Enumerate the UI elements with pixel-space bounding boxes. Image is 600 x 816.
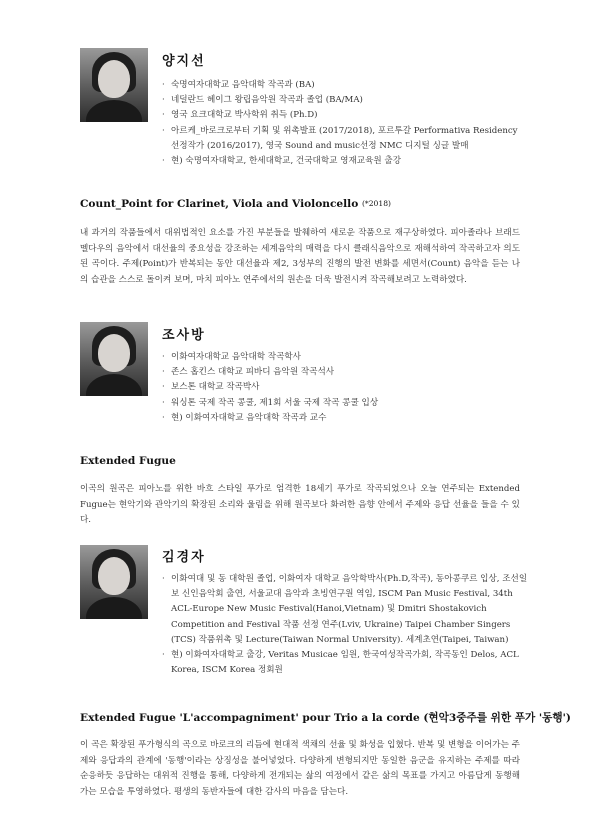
work-year-note: (*2018)	[361, 199, 392, 208]
work-title-text: Count_Point for Clarinet, Viola and Violoncello	[80, 198, 359, 210]
work-description: 내 과거의 작품들에서 대위법적인 요소를 가진 부분들을 발췌하여 새로운 작품으로 재구상하였다. 피아졸라나 브래드 멜다우의 음악에서 대선율의 중요성을 강조하는 세계음악의 매력을 다시 클래식음악으로 재해석하여 작곡하고자 의도된 곡이다. 주제(Point)가 반복되는 동안 대선율과 제2, 3성부의 진행의 발전 변화를 세면서(Count) 음악을 듣는 나의 습관을 스스로 돌이켜 보며, 마치 피아노 연주에서의 원손을 더욱 발전시켜 작곡해보려고 노력하였다.	[80, 228, 520, 285]
biography-list	[162, 350, 522, 426]
bio-item: · 현) 숙명여자대학교, 한세대학교, 건국대학교 영재교육원 출강	[162, 154, 522, 169]
work-title	[80, 198, 391, 210]
bio-item: · 네덜란드 헤이그 왕립음악원 작곡과 졸업 (BA/MA)	[162, 93, 522, 108]
portrait-photo	[80, 545, 148, 619]
work-title-text: Extended Fugue	[80, 455, 176, 467]
composer-name: 양지선	[162, 54, 206, 69]
work-description: 이 곡은 확장된 푸가형식의 곡으로 바로크의 리듬에 현대적 색채의 선율 및 화성을 입혔다. 반복 및 변형을 이어가는 주제와 응답과의 관계에 '동행'이라는 상징성을 불어넣었다. 다양하게 변형되지만 동일한 음군을 유지하는 주제를 따라 순응하듯 응답하는 대위적 진행을 통해, 다양하게 전개되는 삶의 여정에서 같은 삶의 목표를 가지고 아름답게 동행해 가는 모습을 투영하였다. 평생의 동반자들에 대한 감사의 마음을 담는다.	[80, 740, 520, 797]
bio-item: · 아르케_바로크로부터 기획 및 위촉발표 (2017/2018), 포르투갈 Performativa Residency 선정작가 (2016/2017), 영국 Sound and music선정 NMC 디지털 싱글 발매	[162, 124, 522, 154]
bio-item: · 존스 홉킨스 대학교 피바디 음악원 작곡석사	[162, 365, 522, 380]
composer-name: 김경자	[162, 550, 206, 565]
work-title-text: Extended Fugue 'L'accompagniment' pour Trio a la corde (현악3중주를 위한 푸가 '동행')	[80, 712, 571, 724]
bio-item: · 이화여대 및 동 대학원 졸업, 이화여자 대학교 음악학박사(Ph.D,작곡), 동아콩쿠르 입상, 조선일보 신인음악회 출연, 서울교대 음악과 초빙연구원 역임, ISCM Pan Music Festival, 34th ACL-Europe New Music Festival(Hanoi,Vietnam) 및 Dmitri Shostakovich Competition and Festival 작품 선정 연주(Lviv, Ukraine) Taipei Chamber Singers (TCS) 작품위촉 및 Lecture(Taiwan Normal University). 세계초연(Taipei, Taiwan)	[162, 572, 534, 648]
work-title	[80, 455, 176, 467]
composer-name: 조사방	[162, 328, 206, 343]
bio-item: · 워싱톤 국제 작곡 콩쿨, 제1회 서울 국제 작곡 콩쿨 입상	[162, 396, 522, 411]
work-title	[80, 710, 571, 725]
bio-item: · 현) 이화여자대학교 출강, Veritas Musicae 임원, 한국여성작곡가회, 작곡동인 Delos, ACL Korea, ISCM Korea 정회원	[162, 648, 534, 678]
bio-item: · 이화여자대학교 음악대학 작곡학사	[162, 350, 522, 365]
biography-list	[162, 572, 534, 678]
biography-list	[162, 78, 522, 169]
portrait-photo	[80, 322, 148, 396]
bio-item: · 숙명여자대학교 음악대학 작곡과 (BA)	[162, 78, 522, 93]
bio-item: · 영국 요크대학교 박사학위 취득 (Ph.D)	[162, 108, 522, 123]
bio-item: · 현) 이화여자대학교 음악대학 작곡과 교수	[162, 411, 522, 426]
work-description: 이곡의 원곡은 피아노를 위한 바흐 스타일 푸가로 엄격한 18세기 푸가로 작곡되었으나 오늘 연주되는 Extended Fugue는 현악기와 관악기의 확장된 소리와 울림을 위해 원곡보다 화려한 음향 안에서 주제와 응답 선율을 들을 수 있다.	[80, 484, 520, 526]
bio-item: · 보스톤 대학교 작곡박사	[162, 380, 522, 395]
portrait-photo	[80, 48, 148, 122]
